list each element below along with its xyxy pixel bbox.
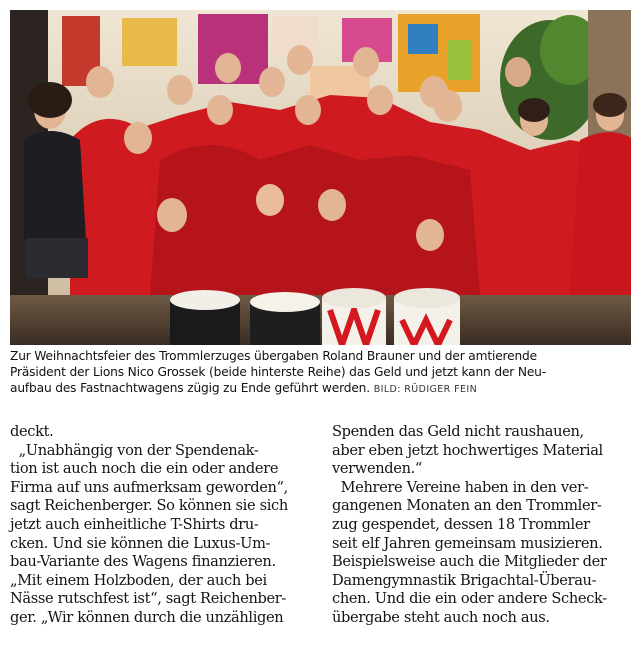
article-column-right: [332, 423, 632, 628]
text-line: Spenden das Geld nicht raushauen,: [332, 423, 584, 440]
photo-caption: [10, 348, 631, 398]
text-line: Firma auf uns aufmerksam geworden“,: [10, 478, 288, 496]
text-line: übergabe steht auch noch aus.: [332, 608, 550, 626]
text-line: Beispielsweise auch die Mitglieder der: [332, 553, 607, 571]
text-line: „Unabhängig von der Spendenak-: [10, 441, 259, 459]
photo-credit: BILD: RÜDIGER FEIN: [373, 384, 478, 395]
text-line: bau-Variante des Wagens finanzieren.: [10, 553, 276, 571]
text-line: ger. „Wir können durch die unzähligen: [10, 608, 284, 626]
article-column-left: [10, 423, 310, 628]
text-line: Mehrere Vereine haben in den ver-: [332, 478, 589, 496]
caption-line-text: aufbau des Fastnachtwagens zügig zu Ende geführt werden.: [10, 381, 370, 395]
text-line: tion ist auch noch die ein oder andere: [10, 460, 279, 478]
caption-line: Präsident der Lions Nico Grossek (beide hinterste Reihe) das Geld und jetzt kann der Neu-: [10, 365, 547, 379]
group-photo: [10, 10, 631, 345]
caption-line: [10, 380, 631, 398]
text-line: zug gespendet, dessen 18 Trommler: [332, 515, 590, 533]
text-line: Damengymnastik Brigachtal-Überau-: [332, 571, 597, 589]
text-line: Nässe rutschfest ist“, sagt Reichenber-: [10, 590, 286, 608]
text-line: seit elf Jahren gemeinsam musizieren.: [332, 534, 603, 552]
text-line: aber eben jetzt hochwertiges Material: [332, 441, 603, 459]
text-line: deckt.: [10, 423, 54, 440]
article-body: [10, 423, 631, 649]
text-line: sagt Reichenberger. So können sie sich: [10, 497, 288, 515]
caption-line: Zur Weihnachtsfeier des Trommlerzuges übergaben Roland Brauner und der amtierende: [10, 349, 537, 363]
text-line: chen. Und die ein oder andere Scheck-: [332, 590, 607, 608]
text-line: gangenen Monaten an den Trommler-: [332, 497, 602, 515]
text-line: „Mit einem Holzboden, der auch bei: [10, 571, 267, 589]
text-line: verwenden.“: [332, 460, 423, 478]
text-line: cken. Und sie können die Luxus-Um-: [10, 534, 271, 552]
text-line: jetzt auch einheitliche T-Shirts dru-: [10, 515, 259, 533]
